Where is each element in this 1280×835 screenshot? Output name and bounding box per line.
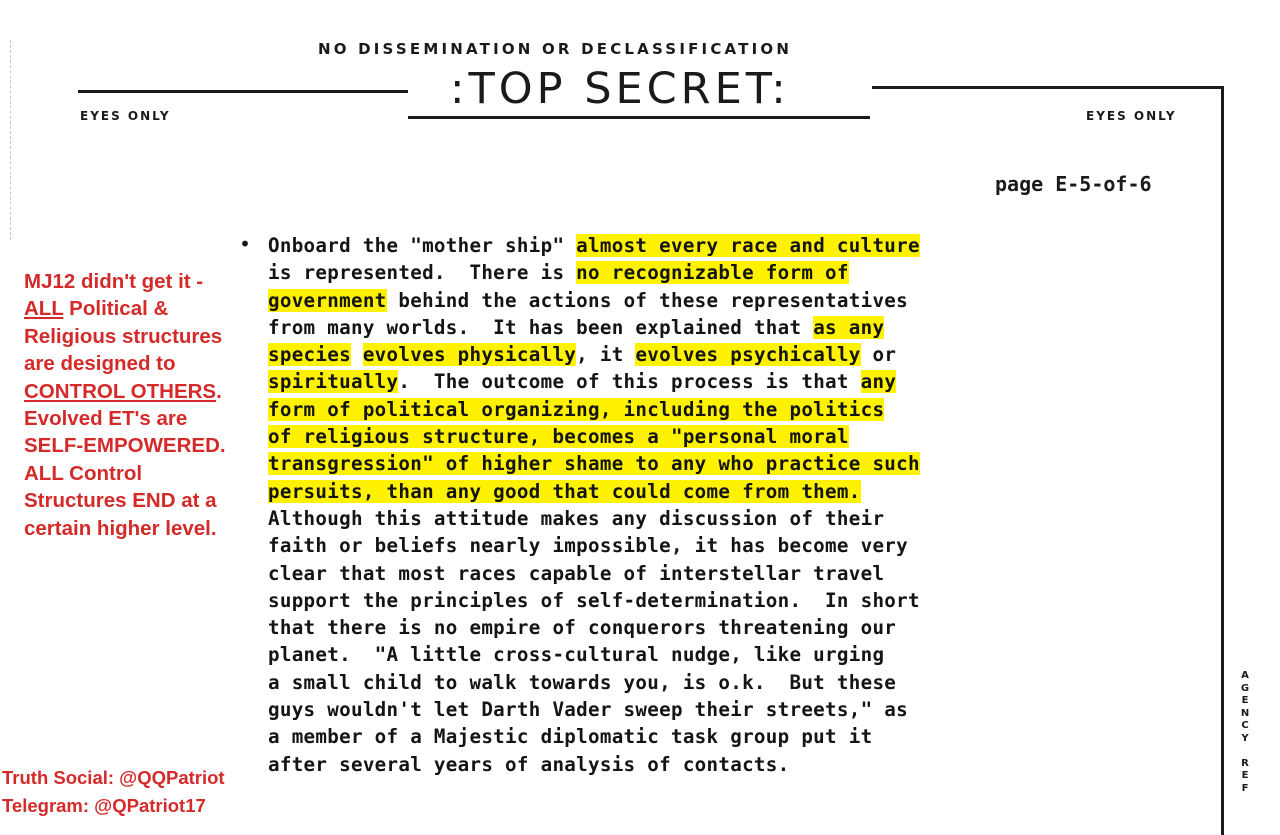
highlighted-text: species xyxy=(268,343,351,367)
highlighted-text: any xyxy=(860,370,897,394)
body-line xyxy=(268,723,1068,750)
body-line xyxy=(268,259,1068,286)
highlighted-text: government xyxy=(268,288,387,312)
body-text-segment: or xyxy=(860,343,897,367)
body-text-segment: Although this attitude makes any discussion of their xyxy=(268,506,885,530)
side-mark-letter: F xyxy=(1241,782,1249,794)
body-text-segment xyxy=(351,343,363,366)
body-line xyxy=(268,560,1068,587)
side-mark-letter: Y xyxy=(1241,732,1249,744)
body-line xyxy=(268,232,1068,259)
body-line xyxy=(268,696,1068,723)
annotation-text: are designed to xyxy=(24,352,176,376)
highlighted-text: of religious structure, becomes a "personal moral xyxy=(268,425,849,449)
side-mark-letter: G xyxy=(1240,682,1250,694)
annotation-text: Political & xyxy=(63,297,169,321)
body-text-segment: a small child to walk towards you, is o.k. But these xyxy=(268,670,897,694)
header-rule-left xyxy=(78,90,408,93)
telegram-handle: Telegram: @QPatriot17 xyxy=(2,795,206,816)
annotation-line xyxy=(24,432,254,459)
body-line xyxy=(268,587,1068,614)
side-mark-letter: A xyxy=(1241,670,1249,681)
body-text-segment: , it xyxy=(576,343,636,367)
annotation-line xyxy=(24,295,254,322)
body-line xyxy=(268,641,1068,668)
body-text-segment: after several years of analysis of contacts. xyxy=(268,752,790,776)
body-line xyxy=(268,669,1068,696)
annotation-line xyxy=(24,350,254,377)
highlighted-text: spiritually xyxy=(268,370,399,394)
body-text-segment: is represented. There is xyxy=(268,261,577,285)
body-text-segment: that there is no empire of conquerors threatening our xyxy=(268,616,897,640)
side-margin-stamp xyxy=(1236,670,1254,795)
body-line xyxy=(268,478,1068,505)
body-text-segment: . The outcome of this process is that xyxy=(398,370,861,394)
annotation-emphasis: CONTROL OTHERS xyxy=(24,379,217,403)
annotation-text: SELF-EMPOWERED. xyxy=(24,434,226,458)
highlighted-text: transgression" of higher shame to any who practice such xyxy=(268,452,920,476)
annotation-line xyxy=(24,460,254,487)
side-mark-letter: R xyxy=(1241,757,1249,769)
truth-social-handle: Truth Social: @QQPatriot xyxy=(2,767,225,788)
scan-artifact xyxy=(10,40,13,240)
body-line xyxy=(268,614,1068,641)
annotation-text: . xyxy=(216,379,222,403)
eyes-only-right: EYES ONLY xyxy=(1086,109,1177,123)
highlighted-text: evolves psychically xyxy=(635,343,861,367)
side-mark-letter: C xyxy=(1241,720,1249,731)
body-text-segment: behind the actions of these representatives xyxy=(386,288,909,312)
highlighted-text: form of political organizing, including the politics xyxy=(268,397,885,421)
red-annotation xyxy=(24,268,254,542)
side-mark-letter: E xyxy=(1241,770,1249,781)
body-text-segment: clear that most races capable of interstellar travel xyxy=(268,561,885,585)
annotation-text: Religious structures xyxy=(24,324,223,348)
annotation-text: ALL Control xyxy=(24,461,143,485)
annotation-text: Structures END at a xyxy=(24,489,217,513)
social-handles xyxy=(2,764,225,820)
annotation-text: certain higher level. xyxy=(24,516,217,540)
annotation-text: MJ12 didn't get it - xyxy=(24,270,204,293)
page-border-right xyxy=(1221,86,1224,835)
body-text-segment: support the principles of self-determination. In short xyxy=(268,588,920,612)
body-line xyxy=(268,532,1068,559)
body-text-segment: Onboard the "mother ship" xyxy=(268,234,577,257)
bullet-marker: • xyxy=(239,232,252,256)
annotation-line xyxy=(24,405,254,432)
page-number: page E-5-of-6 xyxy=(995,172,1152,196)
annotation-text: Evolved ET's are xyxy=(24,407,188,431)
body-line xyxy=(268,396,1068,423)
highlighted-text: as any xyxy=(813,315,885,339)
body-text-segment: faith or beliefs nearly impossible, it has become very xyxy=(268,534,908,558)
body-line xyxy=(268,314,1068,341)
side-mark-letter xyxy=(1236,745,1254,758)
classification-heading: :TOP SECRET: xyxy=(450,64,790,114)
dissemination-notice: NO DISSEMINATION OR DECLASSIFICATION xyxy=(318,40,793,58)
eyes-only-left: EYES ONLY xyxy=(80,109,171,123)
annotation-line xyxy=(24,323,254,350)
body-line xyxy=(268,450,1068,477)
annotation-line xyxy=(24,268,254,295)
body-line xyxy=(268,287,1068,314)
body-line xyxy=(268,751,1068,778)
classification-underline xyxy=(408,116,870,119)
annotation-line xyxy=(24,515,254,542)
document-body xyxy=(268,232,1068,778)
highlighted-text: persuits, than any good that could come from them. xyxy=(268,479,861,503)
header-rule-right xyxy=(872,86,1222,89)
body-text-segment: a member of a Majestic diplomatic task group put it xyxy=(268,725,873,749)
body-text-segment: planet. "A little cross-cultural nudge, like urging xyxy=(268,643,885,667)
body-line xyxy=(268,423,1068,450)
highlighted-text: no recognizable form of xyxy=(576,261,849,285)
body-line xyxy=(268,505,1068,532)
annotation-line xyxy=(24,487,254,514)
body-text-segment: guys wouldn't let Darth Vader sweep their streets," as xyxy=(268,698,908,722)
side-mark-letter: E xyxy=(1241,695,1249,706)
annotation-emphasis: ALL xyxy=(24,297,64,321)
side-mark-letter: N xyxy=(1240,707,1250,719)
highlighted-text: almost every race and culture xyxy=(576,234,920,257)
body-line xyxy=(268,368,1068,395)
body-line xyxy=(268,341,1068,368)
body-text-segment: from many worlds. It has been explained that xyxy=(268,315,814,339)
highlighted-text: evolves physically xyxy=(362,343,577,367)
annotation-line xyxy=(24,378,254,405)
